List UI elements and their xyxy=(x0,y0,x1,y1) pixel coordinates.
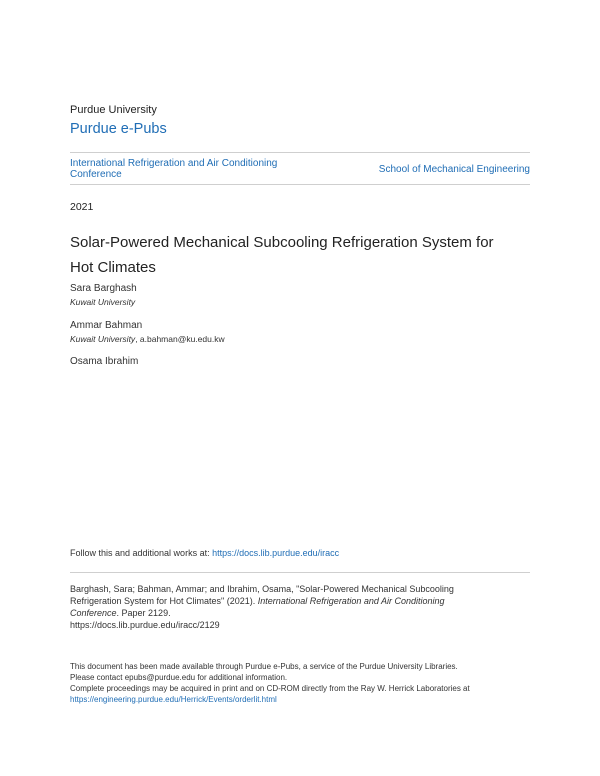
university-name: Purdue University xyxy=(70,104,157,116)
recommended-citation xyxy=(70,583,454,631)
citation-part-2: Refrigeration System for Hot Climates" (2021). xyxy=(70,596,258,606)
author-email: , a.bahman@ku.edu.kw xyxy=(135,334,225,344)
footer-line-2: Please contact epubs@purdue.edu for additional information. xyxy=(70,673,288,682)
footer-line-3: Complete proceedings may be acquired in print and on CD-ROM directly from the Ray W. Herrick Laboratories at xyxy=(70,684,470,693)
paper-title xyxy=(70,230,494,280)
citation-part-1: Barghash, Sara; Bahman, Ammar; and Ibrahim, Osama, "Solar-Powered Mechanical Subcooling xyxy=(70,584,454,594)
citation-journal-1: International Refrigeration and Air Conditioning xyxy=(257,596,445,606)
author-name: Osama Ibrahim xyxy=(70,356,139,367)
conference-line-1: International Refrigeration and Air Conditioning xyxy=(70,158,278,169)
follow-text: Follow this and additional works at: xyxy=(70,548,213,558)
conference-line-2: Conference xyxy=(70,169,122,180)
citation-part-3: . Paper 2129. xyxy=(116,608,171,618)
author-affiliation: Kuwait University xyxy=(70,334,136,344)
publication-year: 2021 xyxy=(70,201,94,213)
repository-link[interactable]: Purdue e-Pubs xyxy=(70,121,167,137)
conference-link[interactable] xyxy=(70,158,277,180)
citation-divider xyxy=(70,572,530,573)
title-line-2: Hot Climates xyxy=(70,259,156,276)
footer-notice xyxy=(70,661,470,705)
author-affiliation: Kuwait University xyxy=(70,297,136,307)
author-name: Ammar Bahman xyxy=(70,320,143,331)
author-name: Sara Barghash xyxy=(70,283,137,294)
title-line-1: Solar-Powered Mechanical Subcooling Refrigeration System for xyxy=(70,234,494,251)
citation-journal-2: Conference xyxy=(70,608,117,618)
header-divider-top xyxy=(70,152,530,153)
footer-line-1: This document has been made available through Purdue e-Pubs, a service of the Purdue University Libraries. xyxy=(70,662,458,671)
author-affiliation-line xyxy=(70,334,225,344)
follow-line xyxy=(70,548,339,558)
iracc-link[interactable]: https://docs.lib.purdue.edu/iracc xyxy=(212,548,340,558)
header-divider-bottom xyxy=(70,184,530,185)
citation-url: https://docs.lib.purdue.edu/iracc/2129 xyxy=(70,620,220,630)
herrick-order-link[interactable]: https://engineering.purdue.edu/Herrick/Events/orderlit.html xyxy=(70,695,277,704)
school-link[interactable]: School of Mechanical Engineering xyxy=(378,164,530,175)
